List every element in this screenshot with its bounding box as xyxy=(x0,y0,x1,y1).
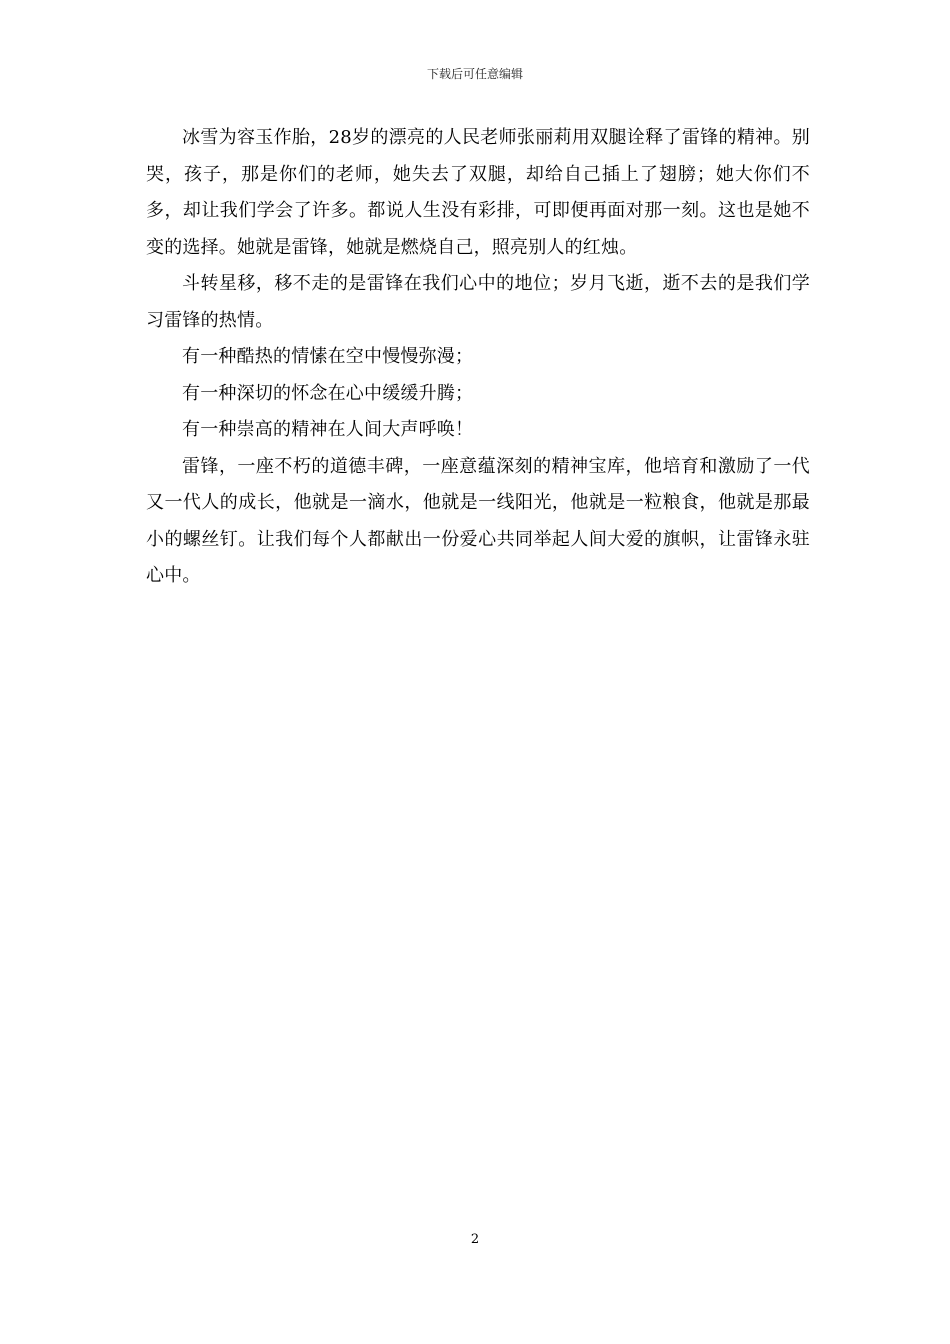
document-body xyxy=(146,120,810,595)
paragraph: 有一种崇高的精神在人间大声呼唤！ xyxy=(182,419,474,440)
page-header: 下载后可任意编辑 xyxy=(426,67,523,81)
paragraph: 斗转星移，移不走的是雷锋在我们心中的地位；岁月飞逝，逝不去的是我们学习雷锋的热情。 xyxy=(146,273,810,331)
paragraph: 有一种深切的怀念在心中缓缓升腾； xyxy=(182,382,474,404)
page-number: 2 xyxy=(470,1232,480,1247)
paragraph: 雷锋，一座不朽的道德丰碑，一座意蕴深刻的精神宝库，他培育和激励了一代又一代人的成长，他就是一滴水，他就是一线阳光，他就是一粒粮食，他就是那最小的螺丝钉。让我们每个人都献出一份爱心共同举起人间大爱的旗帜，让雷锋永驻心中。 xyxy=(146,455,810,586)
paragraph: 冰雪为容玉作胎，28岁的漂亮的人民老师张丽莉用双腿诠释了雷锋的精神。别哭，孩子，那是你们的老师，她失去了双腿，却给自己插上了翅膀；她大你们不多，却让我们学会了许多。都说人生没有彩排，可即便再面对那一刻。这也是她不变的选择。她就是雷锋，她就是燃烧自己，照亮别人的红烛。 xyxy=(146,127,810,258)
paragraph: 有一种酷热的情愫在空中慢慢弥漫； xyxy=(182,346,474,367)
